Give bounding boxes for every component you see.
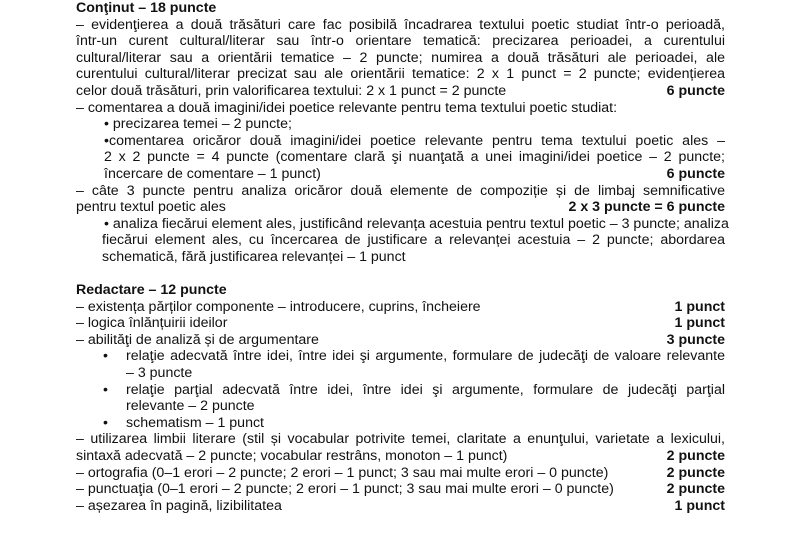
criterion-text: – logica înlănțuirii ideilor [76,315,228,332]
text-line: pentru textul poetic ales [76,199,226,216]
bullet-text-line: schematică, fără justificarea relevanței – 1 punct [102,248,406,265]
content-section-heading: Conţinut – 18 puncte [76,0,217,16]
spacer [76,266,725,283]
criterion-text: – așezarea în pagină, lizibilitatea [76,497,282,514]
text-line-with-points [104,166,725,183]
bullet-text: analiza fiecărui element ales, justificând relevanța acestuia pentru textul poetic – 3 puncte; analiza [112,215,729,232]
bullet-text-line: relaţie parţial adecvată între idei, între idei şi argumente, formulare de judecăţi parţial [126,381,725,398]
criterion-row [76,332,725,349]
content-item-images [76,100,725,183]
criterion-language [76,431,725,464]
bullet-icon: • [103,348,108,365]
points-value: 1 punct [674,497,725,514]
bullet-text-line: – 3 puncte [126,365,193,382]
bullet-text: precizarea temei – 2 puncte; [112,116,292,133]
criterion-row [76,465,725,482]
bullet-item [76,348,725,381]
bullet-item [76,116,725,133]
text-line: celor două trăsături, prin valorificarea textului: 2 x 1 punct = 2 puncte [76,82,507,99]
bullet-text-line [104,133,725,150]
criterion-row [76,299,725,316]
points-value: 6 puncte [666,82,725,99]
points-value: 6 puncte [666,165,725,182]
points-value: 2 puncte [666,448,725,465]
criterion-text: – existența părților componente – introducere, cuprins, încheiere [76,298,481,315]
criterion-row [76,498,725,515]
bullet-list [76,348,725,431]
bullet-icon: • [104,116,109,133]
bullet-text-line: schematism – 1 punct [126,414,264,431]
bullet-icon: • [103,414,108,431]
criterion-text: sintaxă adecvată – 2 puncte; vocabular restrâns, monoton – 1 punct) [76,448,508,465]
criterion-text: – punctuaţia (0–1 erori – 2 puncte; 2 erori – 1 punct; 3 sau mai multe erori – 0 puncte) [76,481,614,498]
text-line-with-points [76,199,725,216]
criterion-row [76,448,725,465]
criterion-text: – utilizarea limbii literare (stil și vocabular potrivite temei, claritate a enunţului, varietate a lexicului, [76,431,725,448]
content-item-traits [76,17,725,100]
text-line: într-un curent cultural/literar sau într-o orientare tematică: precizarea perioadei, a curentului [76,33,725,50]
bullet-text-line: încercare de comentare – 1 punct) [104,165,321,182]
bullet-item [76,415,725,432]
points-value: 2 puncte [666,481,725,498]
bullet-item [76,382,725,415]
criterion-text: – abilităţi de analiză și de argumentare [76,331,319,348]
bullet-icon: • [103,381,108,398]
text-line: – câte 3 puncte pentru analiza oricăror două elemente de compoziție și de limbaj semnificative [76,182,725,199]
bullet-text-line: fiecărui element ales, cu încercarea de justificare a relevanței acestuia – 2 puncte; abordarea [102,232,725,249]
bullet-text-line [102,215,729,233]
bullet-text: comentarea oricăror două imagini/idei poetice relevante pentru tema textului poetic ales – [108,132,725,149]
points-value: 2 x 3 puncte = 6 puncte [568,199,725,216]
criterion-row [76,315,725,332]
criterion-text: – ortografia (0–1 erori – 2 puncte; 2 erori – 1 punct; 3 sau mai multe erori – 0 puncte) [76,464,609,481]
points-value: 2 puncte [666,464,725,481]
bullet-text-line: relaţie adecvată între idei, între idei şi argumente, formulare de judecăţi de valoare relevante [126,348,725,365]
criterion-row [76,481,725,498]
points-value: 1 punct [674,298,725,315]
content-item-composition [76,182,729,266]
bullet-icon: • [104,215,109,232]
text-line: – evidenţierea a două trăsături care fac posibilă încadrarea textului poetic studiat într-o perioadă, [76,16,725,33]
text-line: – comentarea a două imagini/idei poetice relevante pentru tema textului poetic studiat: [76,99,618,116]
redactare-section-heading: Redactare – 12 puncte [76,282,227,299]
bullet-item [76,133,725,183]
bullet-item [76,215,729,266]
bullet-text-line: relevante – 2 puncte [126,398,255,415]
bullet-text-line: 2 x 2 puncte = 4 puncte (comentare clară şi nuanţată a unei imagini/idei poetice – 2 puncte; [104,149,725,166]
text-line-with-points [76,83,725,100]
points-value: 1 punct [674,315,725,332]
points-value: 3 puncte [666,331,725,348]
grading-document [76,0,729,514]
bullet-icon: • [104,132,109,149]
text-line: curentului cultural/literar precizat sau ale orientării tematice: 2 x 1 punct = 2 puncte; evidențierea [76,66,725,83]
text-line: cultural/literar sau a orientării tematice – 2 puncte; numirea a două trăsături ale perioadei, ale [76,49,725,66]
